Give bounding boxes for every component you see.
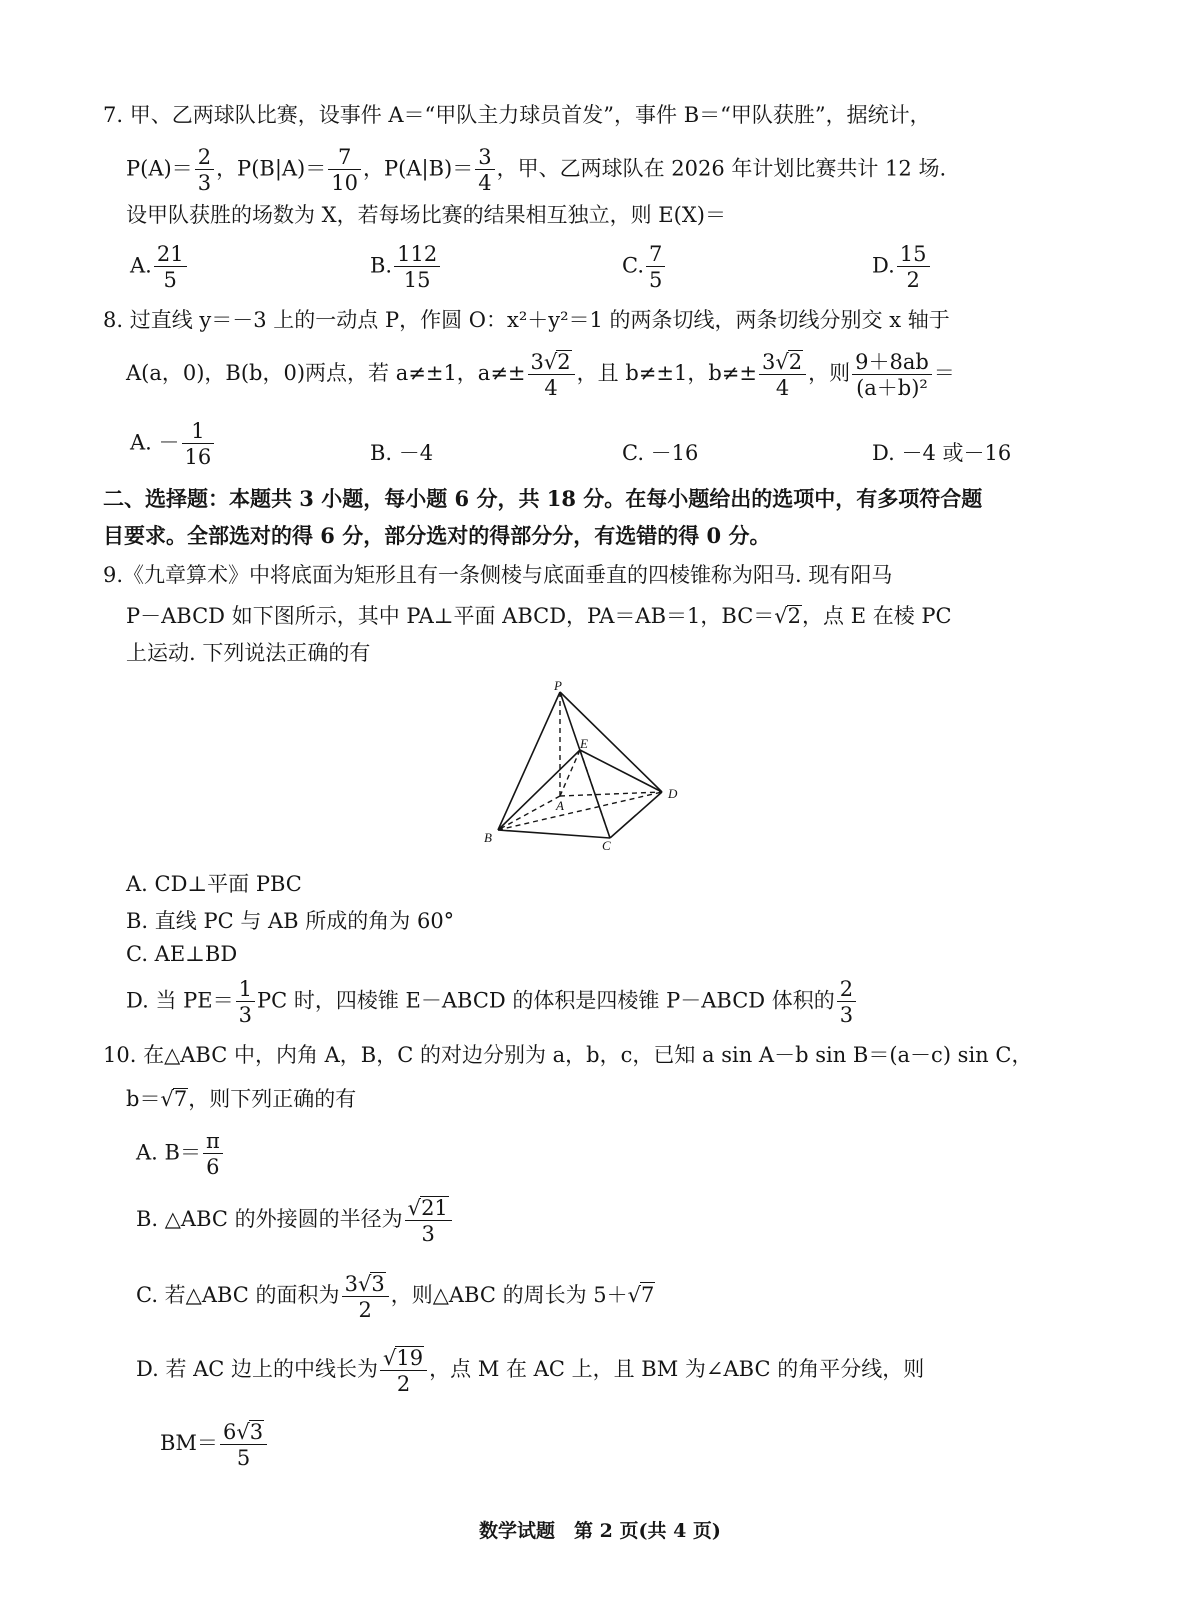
q10-option-d: D. 若 AC 边上的中线长为 $\frac{√19}{2}$ ，点 M 在 AC 上，且 BM 为∠ABC 的角平分线，则 bbox=[136, 1346, 925, 1397]
q9-option-c: C. AE⊥BD bbox=[126, 942, 238, 966]
edge-BC bbox=[498, 830, 610, 838]
q9-stem-line1: 9.《九章算术》中将底面为矩形且有一条侧棱与底面垂直的四棱锥称为阳马. 现有阳马 bbox=[103, 563, 893, 587]
edge-PD bbox=[560, 692, 662, 792]
pyramid-figure bbox=[470, 678, 700, 858]
q7-option-c: C. $\frac{7}{5}$ bbox=[622, 243, 667, 291]
q7-option-d: D. $\frac{15}{2}$ bbox=[872, 243, 932, 291]
q8-option-c: C. －16 bbox=[622, 441, 699, 465]
q8-option-b: B. －4 bbox=[370, 441, 434, 465]
q7-stem-line3: 设甲队获胜的场数为 X，若每场比赛的结果相互独立，则 E(X)＝ bbox=[126, 203, 726, 227]
edge-CD bbox=[610, 792, 662, 838]
q10-option-d-line2: BM＝ $\frac{6√3}{5}$ bbox=[160, 1420, 269, 1469]
label-B: B bbox=[484, 830, 492, 845]
edge-AB bbox=[498, 796, 560, 830]
page-footer: 数学试题 第 2 页(共 4 页) bbox=[479, 1520, 721, 1542]
label-E: E bbox=[580, 736, 588, 751]
edge-BE bbox=[498, 750, 580, 830]
section2-heading-line2: 目要求。全部选对的得 6 分，部分选对的得部分分，有选错的得 0 分。 bbox=[103, 523, 771, 548]
edge-PC bbox=[560, 692, 610, 838]
q7-stem-line2: P(A)＝ $\frac{2}{3}$ ，P(B|A)＝ $\frac{7}{10}$ ，P(A|B)＝ $\frac{3}{4}$ ，甲、乙两球队在 2026 年计划比赛共计 12 场. bbox=[126, 145, 947, 196]
q10-option-c: C. 若△ABC 的面积为 $\frac{3√3}{2}$ ，则△ABC 的周长为 5＋√7 bbox=[136, 1272, 655, 1323]
q10-option-b: B. △ABC 的外接圆的半径为 $\frac{√21}{3}$ bbox=[136, 1196, 454, 1245]
fraction: $\frac{2}{3}$ bbox=[195, 146, 214, 194]
edge-AE bbox=[560, 750, 580, 796]
q10-option-a: A. B＝ $\frac{\pi}{6}$ bbox=[136, 1130, 225, 1178]
q7-option-a: A. $\frac{21}{5}$ bbox=[130, 243, 189, 291]
fraction: $\frac{7}{10}$ bbox=[328, 146, 361, 194]
q10-stem-line2: b＝√7，则下列正确的有 bbox=[126, 1087, 357, 1111]
q8-stem-line1: 8. 过直线 y＝－3 上的一动点 P，作圆 O：x²＋y²＝1 的两条切线，两条切线分别交 x 轴于 bbox=[103, 308, 950, 332]
q8-stem-line2: A(a，0)，B(b，0)两点，若 a≠±1，a≠± $\frac{3√2}{4}$ ，且 b≠±1，b≠± $\frac{3√2}{4}$ ，则 $\frac{9+8ab}{\text{(a＋b)²}}$ ＝ bbox=[126, 349, 955, 401]
q9-option-d: D. 当 PE＝ $\frac{1}{3}$ PC 时，四棱锥 E－ABCD 的体积是四棱锥 P－ABCD 体积的 $\frac{2}{3}$ bbox=[126, 978, 858, 1026]
label-C: C bbox=[602, 838, 611, 853]
edge-BD bbox=[498, 792, 662, 830]
q8-option-a: A. － $\frac{1}{16}$ bbox=[130, 420, 216, 468]
q9-stem-line2: P－ABCD 如下图所示，其中 PA⊥平面 ABCD，PA＝AB＝1，BC＝√2，点 E 在棱 PC bbox=[126, 604, 952, 628]
edge-AD bbox=[560, 792, 662, 796]
label-A: A bbox=[556, 798, 564, 813]
section2-heading-line1: 二、选择题：本题共 3 小题，每小题 6 分，共 18 分。在每小题给出的选项中，有多项符合题 bbox=[103, 486, 983, 511]
label-D: D bbox=[668, 786, 678, 801]
fraction: $\frac{3}{4}$ bbox=[475, 146, 494, 194]
edge-PB bbox=[498, 692, 560, 830]
q8-option-d: D. －4 或－16 bbox=[872, 441, 1012, 465]
q7-stem-line1: 7. 甲、乙两球队比赛，设事件 A＝“甲队主力球员首发”，事件 B＝“甲队获胜”，据统计， bbox=[103, 103, 931, 127]
q9-option-a: A. CD⊥平面 PBC bbox=[126, 872, 302, 896]
label-P: P bbox=[554, 678, 562, 693]
q9-option-b: B. 直线 PC 与 AB 所成的角为 60° bbox=[126, 909, 455, 933]
q9-stem-line3: 上运动. 下列说法正确的有 bbox=[126, 641, 371, 665]
q10-stem-line1: 10. 在△ABC 中，内角 A，B，C 的对边分别为 a，b，c，已知 a sin A－b sin B＝(a－c) sin C， bbox=[103, 1043, 1033, 1067]
q7-option-b: B. $\frac{112}{15}$ bbox=[370, 243, 442, 291]
